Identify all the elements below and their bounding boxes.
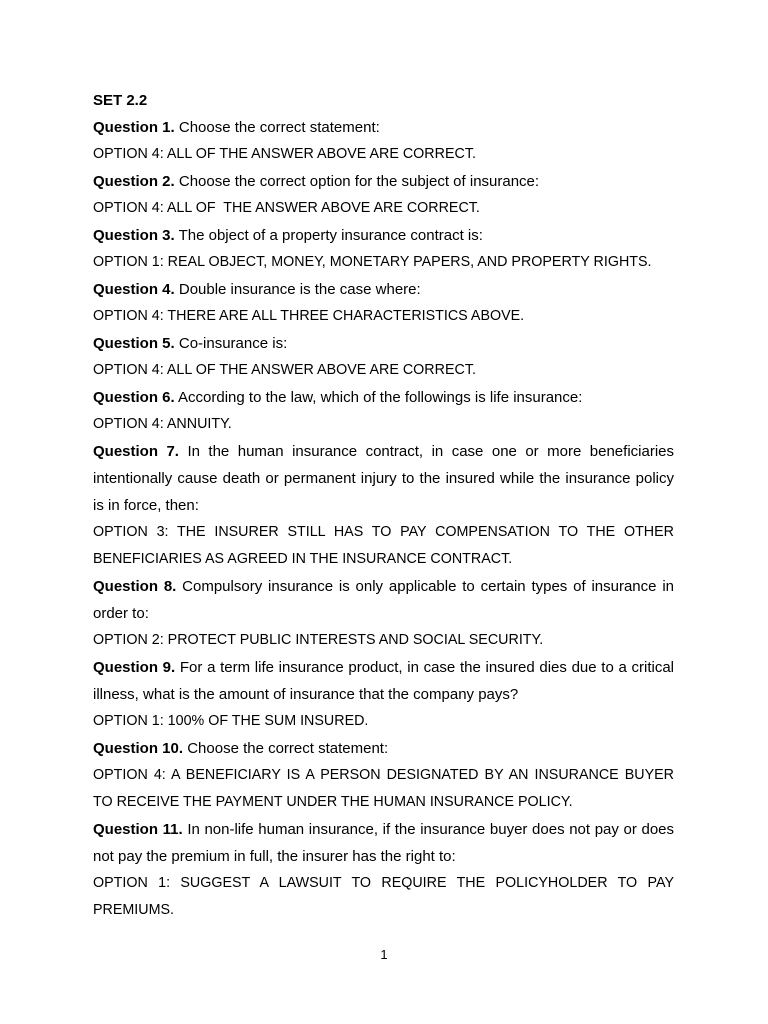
- question-11: [93, 816, 674, 870]
- question-10: [93, 735, 674, 762]
- answer-8: OPTION 2: PROTECT PUBLIC INTERESTS AND SOCIAL SECURITY.: [93, 632, 544, 648]
- answer-1: OPTION 4: ALL OF THE ANSWER ABOVE ARE CORRECT.: [93, 146, 476, 162]
- question-text: Choose the correct statement:: [187, 740, 389, 757]
- question-5: [93, 330, 674, 357]
- answer-5: OPTION 4: ALL OF THE ANSWER ABOVE ARE CORRECT.: [93, 362, 476, 378]
- question-text: Choose the correct statement:: [178, 119, 380, 136]
- question-text: In non-life human insurance, if the insurance buyer does not pay or does not pay the premium in full, the insurer has the right to:: [93, 821, 674, 865]
- question-label: Question 5.: [93, 335, 175, 352]
- document-body: [93, 87, 674, 924]
- question-1: [93, 114, 674, 141]
- question-label: Question 3.: [93, 227, 175, 244]
- question-label: Question 2.: [93, 173, 175, 190]
- question-text: For a term life insurance product, in case the insured dies due to a critical illness, what is the amount of insurance that the company pays?: [93, 659, 674, 703]
- question-2: [93, 168, 674, 195]
- question-text: The object of a property insurance contract is:: [178, 227, 483, 244]
- answer-2: OPTION 4: ALL OF THE ANSWER ABOVE ARE CORRECT.: [93, 200, 480, 216]
- question-label: Question 7.: [93, 443, 179, 460]
- question-9: [93, 654, 674, 708]
- question-label: Question 6.: [93, 389, 175, 406]
- question-text: Compulsory insurance is only applicable to certain types of insurance in order to:: [93, 578, 674, 622]
- answer-3: OPTION 1: REAL OBJECT, MONEY, MONETARY PAPERS, AND PROPERTY RIGHTS.: [93, 254, 652, 270]
- question-label: Question 8.: [93, 578, 177, 595]
- question-label: Question 9.: [93, 659, 176, 676]
- answer-6: OPTION 4: ANNUITY.: [93, 416, 232, 432]
- question-text: In the human insurance contract, in case one or more beneficiaries intentionally cause death or permanent injury to the insured while the insurance policy is in force, then:: [93, 443, 674, 514]
- question-4: [93, 276, 674, 303]
- question-label: Question 10.: [93, 740, 184, 757]
- question-3: [93, 222, 674, 249]
- question-text: Choose the correct option for the subject of insurance:: [178, 173, 540, 190]
- question-label: Question 4.: [93, 281, 175, 298]
- answer-4: OPTION 4: THERE ARE ALL THREE CHARACTERISTICS ABOVE.: [93, 308, 525, 324]
- page-number: 1: [380, 947, 388, 962]
- question-text: Co-insurance is:: [178, 335, 288, 352]
- answer-9: OPTION 1: 100% OF THE SUM INSURED.: [93, 713, 369, 729]
- answer-7: OPTION 3: THE INSURER STILL HAS TO PAY COMPENSATION TO THE OTHER BENEFICIARIES AS AGREED IN THE INSURANCE CONTRACT.: [93, 524, 674, 567]
- question-8: [93, 573, 674, 627]
- question-label: Question 1.: [93, 119, 175, 136]
- answer-11: OPTION 1: SUGGEST A LAWSUIT TO REQUIRE THE POLICYHOLDER TO PAY PREMIUMS.: [93, 875, 674, 918]
- question-7: [93, 438, 674, 519]
- set-title: SET 2.2: [93, 92, 148, 109]
- question-6: [93, 384, 674, 411]
- answer-10: OPTION 4: A BENEFICIARY IS A PERSON DESIGNATED BY AN INSURANCE BUYER TO RECEIVE THE PAYMENT UNDER THE HUMAN INSURANCE POLICY.: [93, 767, 674, 810]
- question-label: Question 11.: [93, 821, 183, 838]
- question-text: Double insurance is the case where:: [178, 281, 421, 298]
- question-text: According to the law, which of the followings is life insurance:: [178, 389, 583, 406]
